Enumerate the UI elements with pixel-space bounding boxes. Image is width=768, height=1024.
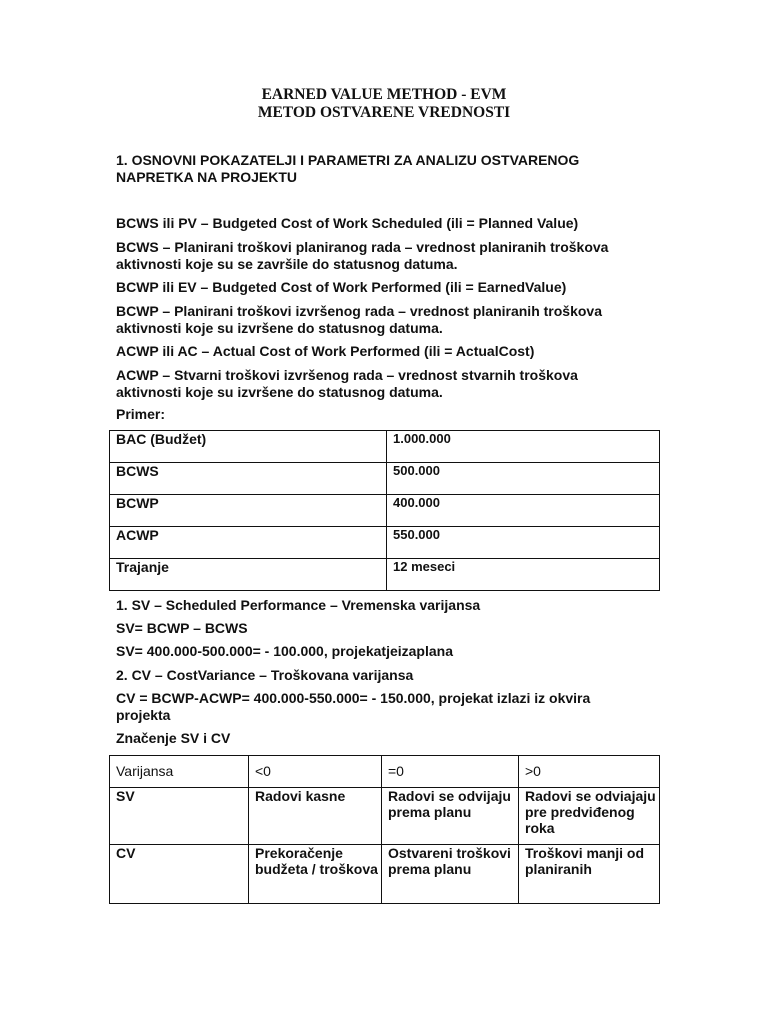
paragraph-bcws-description: BCWS – Planirani troškovi planiranog rada – vrednost planiranih troškova aktivnosti koje su se završile do statusnog datuma. (116, 239, 609, 272)
paragraph-acwp-description: ACWP – Stvarni troškovi izvršenog rada – vrednost stvarnih troškova aktivnosti koje su izvršene do statusnog datuma. (116, 367, 578, 400)
table-cell: CV (110, 845, 249, 904)
table-cell: Radovi se odvijaju prema planu (382, 788, 519, 845)
table-cell: 500.000 (387, 463, 660, 495)
table-cell: Ostvareni troškovi prema planu (382, 845, 519, 904)
table-cell: BCWS (110, 463, 387, 495)
table-row (110, 559, 660, 591)
paragraph-sv-heading: 1. SV – Scheduled Performance – Vremenska varijansa (116, 597, 481, 613)
paragraph-meaning-label: Značenje SV i CV (116, 730, 231, 746)
document-title: EARNED VALUE METHOD - EVM (261, 86, 507, 103)
table-row (110, 527, 660, 559)
table-header-cell: >0 (519, 756, 660, 788)
paragraph-acwp-definition: ACWP ili AC – Actual Cost of Work Performed (ili = ActualCost) (116, 343, 535, 359)
table-cell: SV (110, 788, 249, 845)
table-header-cell: =0 (382, 756, 519, 788)
table-row (110, 431, 660, 463)
table-cell: ACWP (110, 527, 387, 559)
table-cell: 550.000 (387, 527, 660, 559)
table-row (110, 788, 660, 845)
table-row (110, 495, 660, 527)
table-cell: 1.000.000 (387, 431, 660, 463)
table-row (110, 463, 660, 495)
paragraph-bcwp-description: BCWP – Planirani troškovi izvršenog rada – vrednost planiranih troškova aktivnosti koje su izvršene do statusnog datuma. (116, 303, 602, 336)
table-cell: BCWP (110, 495, 387, 527)
table-header-cell: Varijansa (110, 756, 249, 788)
paragraph-cv-calculation: CV = BCWP-ACWP= 400.000-550.000= - 150.000, projekat izlazi iz okvira projekta (116, 690, 591, 723)
table-cell: Trajanje (110, 559, 387, 591)
table-cell: Radovi se odviajaju pre predviđenog roka (519, 788, 660, 845)
table-cell: Prekoračenje budžeta / troškova (249, 845, 382, 904)
paragraph-example-label: Primer: (116, 406, 166, 422)
paragraph-sv-calculation: SV= 400.000-500.000= - 100.000, projekatjeizaplana (116, 643, 453, 659)
example-table (109, 430, 660, 591)
table-cell: Troškovi manji od planiranih (519, 845, 660, 904)
paragraph-bcws-definition: BCWS ili PV – Budgeted Cost of Work Scheduled (ili = Planned Value) (116, 215, 579, 231)
paragraph-bcwp-definition: BCWP ili EV – Budgeted Cost of Work Performed (ili = EarnedValue) (116, 279, 567, 295)
table-cell: Radovi kasne (249, 788, 382, 845)
paragraph-cv-heading: 2. CV – CostVariance – Troškovana varijansa (116, 667, 414, 683)
table-cell: 12 meseci (387, 559, 660, 591)
table-cell: 400.000 (387, 495, 660, 527)
paragraph-sv-formula: SV= BCWP – BCWS (116, 620, 248, 636)
table-row (110, 845, 660, 904)
section-heading: 1. OSNOVNI POKAZATELJI I PARAMETRI ZA ANALIZU OSTVARENOG NAPRETKA NA PROJEKTU (116, 152, 580, 185)
variance-meaning-table (109, 755, 660, 904)
table-header-row (110, 756, 660, 788)
table-cell: BAC (Budžet) (110, 431, 387, 463)
document-subtitle: METOD OSTVARENE VREDNOSTI (257, 104, 511, 121)
table-header-cell: <0 (249, 756, 382, 788)
